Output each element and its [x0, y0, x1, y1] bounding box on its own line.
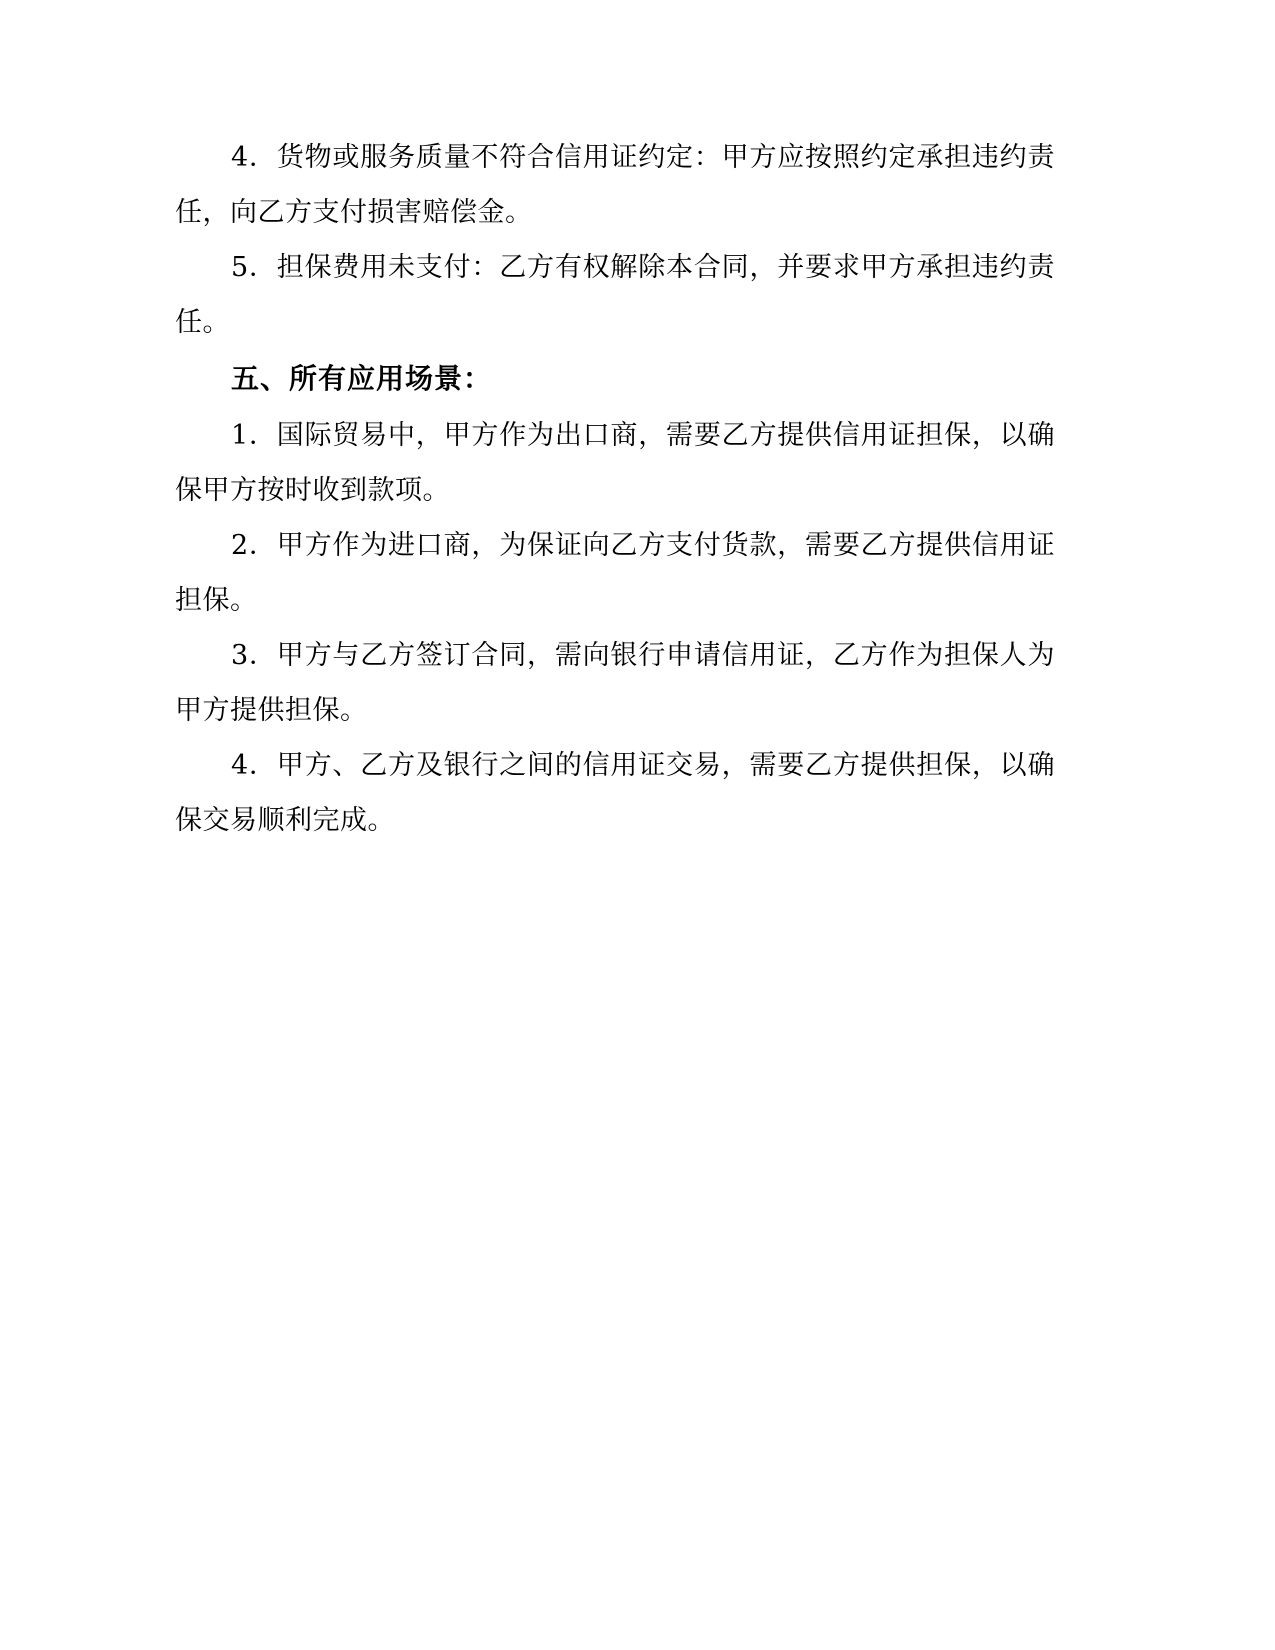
scenario-item-2: 2．甲方作为进口商，为保证向乙方支付货款，需要乙方提供信用证担保。 — [175, 530, 1055, 616]
clause-item-4: 4．货物或服务质量不符合信用证约定：甲方应按照约定承担违约责任，向乙方支付损害赔偿金。 — [175, 142, 1055, 228]
clause-item-5: 5．担保费用未支付：乙方有权解除本合同，并要求甲方承担违约责任。 — [175, 252, 1055, 338]
scenario-item-3: 3．甲方与乙方签订合同，需向银行申请信用证，乙方作为担保人为甲方提供担保。 — [175, 640, 1055, 726]
section-heading-five: 五、所有应用场景： — [231, 362, 493, 395]
document-body — [175, 130, 1055, 848]
scenario-item-1: 1．国际贸易中，甲方作为出口商，需要乙方提供信用证担保，以确保甲方按时收到款项。 — [175, 420, 1055, 506]
scenario-item-4: 4．甲方、乙方及银行之间的信用证交易，需要乙方提供担保，以确保交易顺利完成。 — [175, 750, 1055, 836]
